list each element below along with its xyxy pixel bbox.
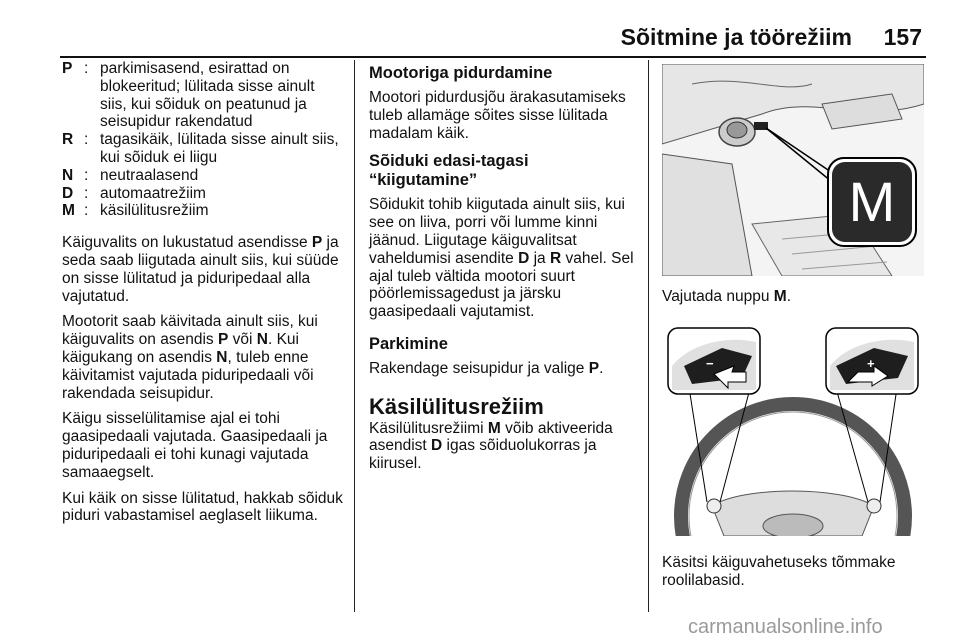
heading-manual-mode: Käsilülitusrežiim (369, 393, 544, 419)
column-1 (62, 60, 344, 533)
caption-paddles: Käsitsi käiguvahetuseks tõmmake roolilabasid. (662, 553, 896, 589)
heading-rocking: Sõiduki edasi-tagasi “kiigutamine” (369, 152, 529, 190)
paragraph-selector-lock: Käiguvalits on lukustatud asendisse P ja seda saab liigutada ainult siis, kui süüde on sisse lülitatud ja piduripedaal alla vajutatud. (62, 234, 339, 305)
def-row (62, 185, 344, 203)
column-divider-1 (354, 60, 355, 612)
def-row (62, 202, 344, 220)
def-key: P (62, 60, 73, 77)
def-value: käsilülitusrežiim (100, 202, 209, 220)
paragraph-rocking: Sõidukit tohib kiigutada ainult siis, kui see on liiva, porri või lumme kinni jäänud. Liigutage käiguvalitsat vaheldumisi asendite D ja R vahel. Sel ajal tuleb vältida mootori suurt pöörlemissagedust ja järsku gaasipedaali vajutamist. (369, 196, 634, 321)
def-value: parkimisasend, esirattad on blokeeritud; lülitada sisse ainult siis, kui sõiduk on peatunud ja seisupidur rakendatud (100, 60, 315, 131)
heading-parking: Parkimine (369, 334, 448, 353)
steering-wheel-paddles-illustration (662, 326, 924, 536)
paddle-minus-label: − (706, 356, 714, 371)
caption-press-m: Vajutada nuppu M. (662, 288, 791, 305)
column-divider-2 (648, 60, 649, 612)
def-key: R (62, 131, 74, 149)
section-title: Sõitmine ja töörežiim (620, 24, 852, 50)
def-sep: : (84, 166, 89, 184)
header-rule (60, 56, 926, 58)
paragraph-engine-start: Mootorit saab käivitada ainult siis, kui käiguvalits on asendis P või N. Kui käigukang on asendis N, tuleb enne käivitamist vajutada piduripedaali või rakendada seisupidur. (62, 313, 318, 402)
def-sep: : (84, 202, 89, 220)
def-sep: : (84, 131, 89, 149)
paragraph-parking: Rakendage seisupidur ja valige P. (369, 359, 604, 377)
paragraph-manual-mode: Käsilülitusrežiimi M võib aktiveerida asendist D igas sõiduolukorras ja kiirusel. (369, 419, 613, 473)
column-3 (662, 64, 927, 597)
heading-engine-braking: Mootoriga pidurdamine (369, 64, 553, 82)
def-key: N (62, 166, 74, 184)
watermark: carmanualsonline.info (688, 616, 883, 638)
def-key: D (62, 184, 74, 202)
page-header (60, 24, 922, 54)
def-row (62, 167, 344, 185)
def-sep: : (84, 60, 89, 77)
def-row (62, 131, 344, 167)
def-key: M (62, 202, 75, 220)
def-sep: : (84, 184, 89, 202)
def-row (62, 60, 344, 131)
paddle-plus-label: + (867, 356, 875, 371)
paragraph-creep: Kui käik on sisse lülitatud, hakkab sõiduk piduri vabastamisel aeglaselt liikuma. (62, 489, 343, 525)
column-2 (369, 64, 637, 481)
page-number: 157 (883, 24, 922, 50)
paragraph-engine-braking: Mootori pidurdusjõu ärakasutamiseks tuleb allamäge sõites sisse lülitada madalam käik. (369, 89, 626, 142)
def-value: neutraalasend (100, 166, 199, 184)
def-value: automaatrežiim (100, 184, 206, 202)
gear-position-list (62, 60, 344, 220)
m-badge: M (848, 170, 896, 234)
paragraph-no-accelerator: Käigu sisselülitamise ajal ei tohi gaasipedaali vajutada. Gaasipedaali ja piduripedaali ei tohi kunagi vajutada samaaegselt. (62, 410, 328, 481)
def-value: tagasikäik, lülitada sisse ainult siis, kui sõiduk ei liigu (100, 131, 339, 166)
